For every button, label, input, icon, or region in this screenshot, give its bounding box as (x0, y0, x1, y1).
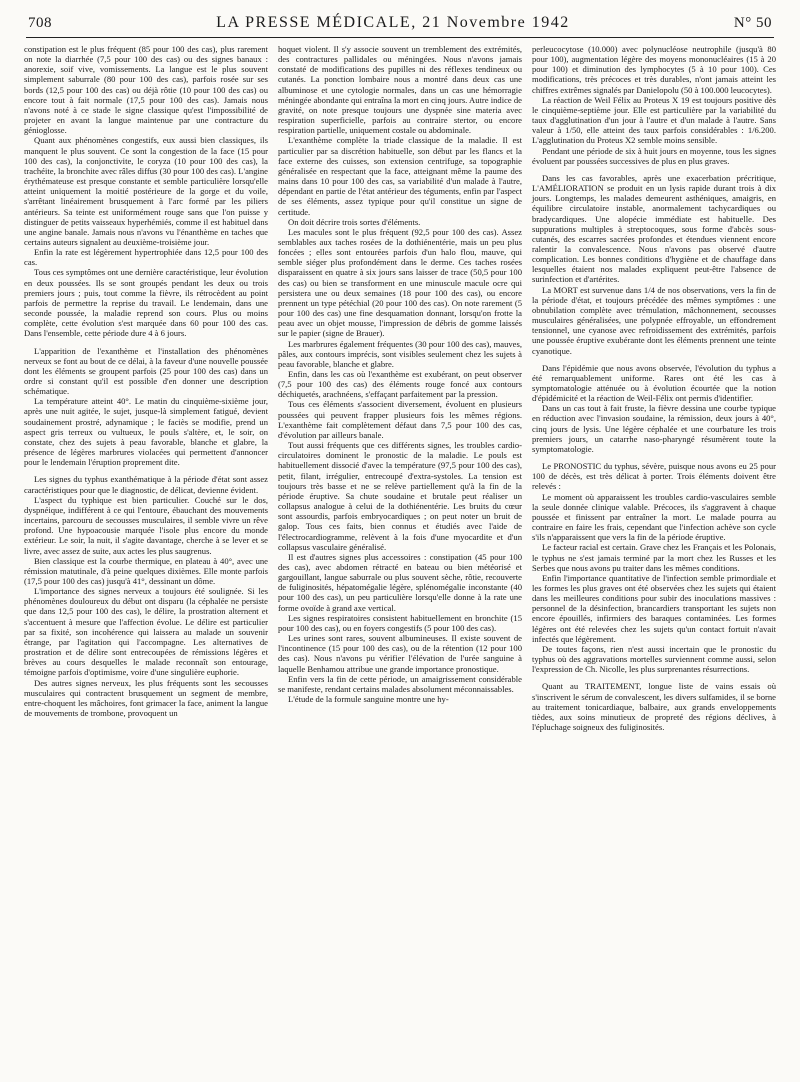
paragraph: Les urines sont rares, souvent albumineuses. Il existe souvent de l'incontinence (15 pour 100 des cas), ou de la rétention (12 pour 100 des cas). Nous n'avons pu vérifier l'élévation de l'urée sanguine à laquelle Benhamou attribue une grande importance pronostique. (278, 633, 522, 674)
paragraph: Tout aussi fréquents que ces différents signes, les troubles cardio-circulatoires dominent le pronostic de la maladie. Le pouls est habituellement dissocié d'avec la température (97,5 pour 100 des cas), petit, filant, irrégulier, entrecoupé d'extra-systoles. La tension est toujours très basse et ne se relève partiellement qu'à la fin de la période éruptive. Sa chute soudaine et brutale peut réaliser un collapsus analogue à celui de la dothiénentérie. Les bruits du cœur sont assourdis, parfois embryocardiques ; on peut noter un bruit de galop. Tous ces faits, bien connus et étudiés avec l'aide de l'électrocardiogramme, relèvent à la fois d'une myocardite et d'un collapsus vasculaire généralisé. (278, 440, 522, 552)
paragraph: On doit décrire trois sortes d'éléments. (288, 216, 421, 227)
paragraph: Des autres signes nerveux, les plus fréquents sont les secousses musculaires qui contractent brusquement un segment de membre, entre-choquent les mâchoires, font grimacer la face, animent la langue de mouvements de trombone, provoquent un (24, 677, 268, 718)
paragraph: L'apparition de l'exanthème et l'installation des phénomènes nerveux se font au bout de ce délai, à la faveur d'une nouvelle poussée dont les éléments se groupent parfois (25 pour 100 des cas) dans un ordre si constant qu'il est possible d'en donner une description schématique. (24, 345, 268, 397)
paragraph: Enfin l'importance quantitative de l'infection semble primordiale et les formes les plus graves ont été observées chez les sujets qui étaient dans les meilleures conditions pour subir des inoculations massives : personnel de la désinfection, brancardiers transportant les sujets non encore épouillés, infirmiers des baraques contaminées. Les formes légères ont été relevées chez les sujets qu'un contact fortuit n'avait infectés que légèrement. (532, 572, 776, 644)
paragraph: Enfin, dans les cas où l'exanthème est exubérant, on peut observer (7,5 pour 100 des cas) des éléments rouge foncé aux contours déchiquetés, arachnéens, s'effaçant parfaitement par la pression. (278, 369, 522, 400)
paragraph: L'exanthème complète la triade classique de la maladie. Il est particulier par sa discrétion habituelle, son début par les flancs et la face externe des cuisses, son extension centrifuge, sa topographie généralisée en respectant que la face, atteignant même la paume des mains dans 10 pour 100 des cas, sa variabilité d'un malade à l'autre, dépendant en partie de l'état antérieur des téguments, enfin par l'aspect de ses éléments, assez typique pour qu'il constitue un signe de certitude. (278, 135, 522, 217)
paragraph: Les signes respiratoires consistent habituellement en bronchite (15 pour 100 des cas), ou en foyers congestifs (5 pour 100 des cas). (278, 612, 522, 633)
paragraph: constipation est le plus fréquent (85 pour 100 des cas), plus rarement on note la diarrhée (7,5 pour 100 des cas) ou des signes banaux : anorexie, soif vive, vomissements. La langue est le plus souvent simplement saburrale (80 pour 100 des cas), parfois rosée sur ses bords (12,5 pour 100 des cas) ou déjà rôtie (10 pour 100 des cas) ou encore tout à fait normale (17,5 pour 100 des cas). Jamais nous n'avons noté à ce stade le signe classique qu'est l'impossibilité de projeter en avant la langue maintenue par une contracture du génioglosse. (24, 44, 268, 136)
paragraph: Le moment où apparaissent les troubles cardio-vasculaires semble la seule donnée clinique valable. Précoces, ils s'aggravent à chaque poussée et finissent par entraîner la mort. Le malade pourra au contraire en faire les frais, cependant que l'infection achève son cycle s'ils n'apparaissent que vers la fin de la période éruptive. (532, 491, 776, 543)
paragraph: Enfin vers la fin de cette période, un amaigrissement considérable se manifeste, rendant certains malades absolument méconnaissables. (278, 673, 522, 694)
paragraph: Les marbrures également fréquentes (30 pour 100 des cas), mauves, pâles, aux contours imprécis, sont visibles seulement chez les sujets à peau favorable, blanche et glabre. (278, 338, 522, 369)
column-3 (532, 44, 776, 732)
paragraph: Dans les cas favorables, après une exacerbation précritique, L'AMÉLIORATION se produit en un lysis rapide durant trois à dix jours. Longtemps, les malades demeurent asthéniques, amaigris, en équilibre circulatoire instable, anormalement tachycardiques ou bradycardiques. Une alopécie immédiate est habituelle. Des suppurations multiples à streptocoques, sous forme d'abcès sous-cutanés, des escarres sacrées profondes et étendues viennent encore ralentir la convalescence. Nous n'avons pas observé d'autre complication. Les bonnes conditions d'hygiène et de chauffage dans lesquelles étaient nos malades expliquent peut-être l'absence de surinfection et d'artérites. (532, 172, 776, 285)
page-header (16, 10, 784, 32)
paragraph: L'étude de la formule sanguine montre une hy- (288, 694, 449, 704)
paragraph: L'aspect du typhique est bien particulier. Couché sur le dos, dyspnéique, indifférent à ce qui l'entoure, ébauchant des mouvements incertains, parcouru de secousses musculaires, il semble vivre un rêve profond. Une hypoacousie marquée l'isole plus encore du monde extérieur. Le soir, la nuit, il s'agite davantage, cherche à se lever et se livre, avec assez de suite, aux actes les plus saugrenus. (24, 494, 268, 556)
paragraph: Bien classique est la courbe thermique, en plateau à 40°, avec une rémission matutinale, d'à peine quelques dixièmes. Elle monte parfois (17,5 pour 100 des cas) jusqu'à 41°, dessinant un dôme. (24, 555, 268, 586)
paragraph: La MORT est survenue dans 1/4 de nos observations, vers la fin de la période d'état, et toujours précédée des mêmes symptômes : une obnubilation complète avec trémulation, mâchonnement, secousses musculaires généralisées, une polypnée effroyable, un effondrement tensionnel, une cyanose avec refroidissement des extrémités, parfois une poussée éruptive exubérante dont les éléments prennent une teinte cyanotique. (532, 284, 776, 356)
page-number: 708 (28, 15, 52, 31)
paragraph: Quant aux phénomènes congestifs, eux aussi bien classiques, ils manquent le plus souvent. Ce sont la congestion de la face (15 pour 100 des cas), la conjonctivite, le coryza (10 pour 100 des cas), la trachéite, la bronchite avec râles diffus (30 pour 100 des cas). L'angine érythémateuse est presque constante et semble particulière lorsqu'elle atteint uniquement la moitié postérieure de la gorge et du voile, s'arrêtant linéairement brusquement à l'arc formé par les piliers antérieurs. Sa teinte est uniformément rouge sans que l'on puisse y distinguer de petits vaisseaux hyperhémiés, comme il est habituel dans une angine banale. Jamais nous n'avons vu l'énanthème en taches que certains auteurs signalent au deuxième-troisième jour. (24, 135, 268, 247)
paragraph: L'importance des signes nerveux a toujours été soulignée. Si les phénomènes douloureux du début ont disparu (la céphalée ne persiste que dans 12,5 pour 100 des cas), le délire, la prostration alternent et s'accentuent à mesure que l'affection évolue. Le délire est particulier par sa fixité, son incohérence qui laissera au malade un souvenir étrange, par l'agitation qui l'accompagne. Les alternatives de prostration et de délire sont entrecoupées de rémissions légères et brèves au cours desquelles le malade reconnaît son entourage, témoigne parfois d'optimisme, voire d'une singulière euphorie. (24, 586, 268, 678)
paragraph: Dans un cas tout à fait fruste, la fièvre dessina une courbe typique en réduction avec l'invasion soudaine, la rémission, deux jours à 40°, cinq jours de lysis. Une légère céphalée et une courbature les trois premiers jours, un catarrhe naso-pharyngé résumèrent toute la symptomatologie. (532, 403, 776, 454)
paragraph: hoquet violent. Il s'y associe souvent un tremblement des extrémités, des contractures pallidales ou méningées. Nous n'avons jamais constaté de modifications des pupilles ni des réflexes tendineux ou cutanés. La ponction lombaire nous a montré dans deux cas une albuminose et une cytologie normales, dans un cas une hémorragie méningée abondante qui entraîna la mort en cinq jours. Autre indice de gravité, on note presque toujours une dyspnée sine materia avec respiration superficielle, parfois au contraire stertor, ou encore respiration partielle, uniquement costale ou abdominale. (278, 44, 522, 136)
paragraph: Tous ces symptômes ont une dernière caractéristique, leur évolution en deux poussées. Ils se sont groupés pendant les deux ou trois premiers jours ; puis, tout comme la fièvre, ils rétrocèdent au point parfois de permettre la reprise du travail. Le lendemain, dans une seconde poussée, la maladie reprend son cours. Plus ou moins complète, cette évolution s'est marquée dans 60 pour 100 des cas. Dans l'ensemble, cette période dure 4 à 6 jours. (24, 267, 268, 339)
paragraph: Pendant une période de six à huit jours en moyenne, tous les signes évoluent par poussées successives de plus en plus graves. (532, 145, 776, 166)
paragraph: De toutes façons, rien n'est aussi incertain que le pronostic du typhus où des aggravations mortelles surviennent comme aussi, selon l'expression de Ch. Nicolle, les plus surprenantes résurrections. (532, 643, 776, 675)
issue-number: N° 50 (733, 15, 772, 31)
paragraph: Le facteur racial est certain. Grave chez les Français et les Polonais, le typhus ne s'est jamais terminé par la mort chez les Russes et les Serbes que nous avons pu traiter dans les mêmes conditions. (532, 542, 776, 573)
paragraph: Les macules sont le plus fréquent (92,5 pour 100 des cas). Assez semblables aux taches rosées de la dothiénentérie, mais un peu plus foncées ; elles sont entourées parfois d'un halo flou, mauve, qui semble siéger plus profondément dans le derme. Ces taches rosées disparaissent en quatre à six jours sans laisser de trace (50,5 pour 100 des cas) ou bien se transforment en une minuscule macule ocre qui persistera une ou deux semaines (18 pour 100 des cas), ou encore prennent un type pétéchial (20 pour 100 des cas). On note rarement (5 pour 100 des cas) une fine desquamation donnant, lorsqu'on frotte la peau avec un objet mousse, l'impression de débris de gomme laissés sur le papier (signe de Brauer). (278, 226, 522, 339)
paragraph: Il est d'autres signes plus accessoires : constipation (45 pour 100 des cas), avec abdomen rétracté en bateau ou bien météorisé et gargouillant, langue saburrale ou plus souvent sèche, rôtie, recouverte de fuliginosités, hépatomégalie légère, splénomégalie inconstante (40 pour 100 des cas), un peu particulière lorsqu'elle donne à la rate une forme ovoïde à grand axe vertical. (278, 551, 522, 613)
paragraph: La température atteint 40°. Le matin du cinquième-sixième jour, après une nuit agitée, le sujet, jusque-là simplement fatigué, devient soudainement prostré, adynamique ; le faciès se modifie, prend un aspect gris terreux ou vultueux, le pouls s'altère, et, le soir, on constate, chez des sujets à peau favorable, blanche et glabre, la présence de légères marbrures violacées qui permettent d'annoncer pour le lendemain l'éruption proprement dite. (24, 396, 268, 468)
paragraph: La réaction de Weil Félix au Proteus X 19 est toujours positive dès le cinquième-septième jour. Elle est particulière par la variabilité du taux d'agglutination d'un jour à l'autre et d'un malade à l'autre. Sans valeur à 1/50, elle atteint des taux parfois considérables : 1/6.200. L'agglutination du Proteus X2 semble moins sensible. (532, 94, 776, 146)
header-rule (26, 37, 774, 38)
paragraph: Quant au TRAITEMENT, longue liste de vains essais où s'inscrivent le sérum de convalescent, les divers sulfamides, il se borne au traitement tonicardiaque, balbaire, aux grands enveloppements tièdes, aux soins minutieux de propreté des régions déclives, à l'épluchage soigneux des fuliginosités. (532, 681, 776, 732)
paragraph: Tous ces éléments s'associent diversement, évoluent en plusieurs poussées qui peuvent frapper plusieurs fois les mêmes régions. L'exanthème fait complètement défaut dans 7,5 pour 100 des cas, d'évolution par ailleurs banale. (278, 399, 522, 440)
paragraph: perleucocytose (10.000) avec polynucléose neutrophile (jusqu'à 80 pour 100), augmentation légère des moyens mononucléaires (15 à 20 pour 100) et diminution des lymphocytes (5 à 10 pour 100). Ces modifications, très précoces et très durables, n'ont jamais atteint les chiffres extrêmes signalés par Danielopolu (50 à 100.000 leucocytes). (532, 44, 776, 95)
column-1 (24, 44, 268, 732)
text-columns (16, 44, 784, 732)
paragraph: Enfin la rate est légèrement hypertrophiée dans 12,5 pour 100 des cas. (24, 247, 268, 268)
journal-title: LA PRESSE MÉDICALE, 21 Novembre 1942 (216, 14, 570, 31)
column-2 (278, 44, 522, 732)
paragraph: Dans l'épidémie que nous avons observée, l'évolution du typhus a été remarquablement uniforme. Rares ont été les cas à symptomatologie atténuée ou à évolution écourtée que la notion d'épidémicité et la réaction de Weil-Félix ont permis d'identifier. (532, 362, 776, 404)
paragraph: Les signes du typhus exanthématique à la période d'état sont assez caractéristiques pour que le diagnostic, de délicat, devienne évident. (24, 474, 268, 495)
paragraph: Le PRONOSTIC du typhus, sévère, puisque nous avons eu 25 pour 100 de décès, est très délicat à porter. Trois éléments doivent être relevés : (532, 461, 776, 492)
